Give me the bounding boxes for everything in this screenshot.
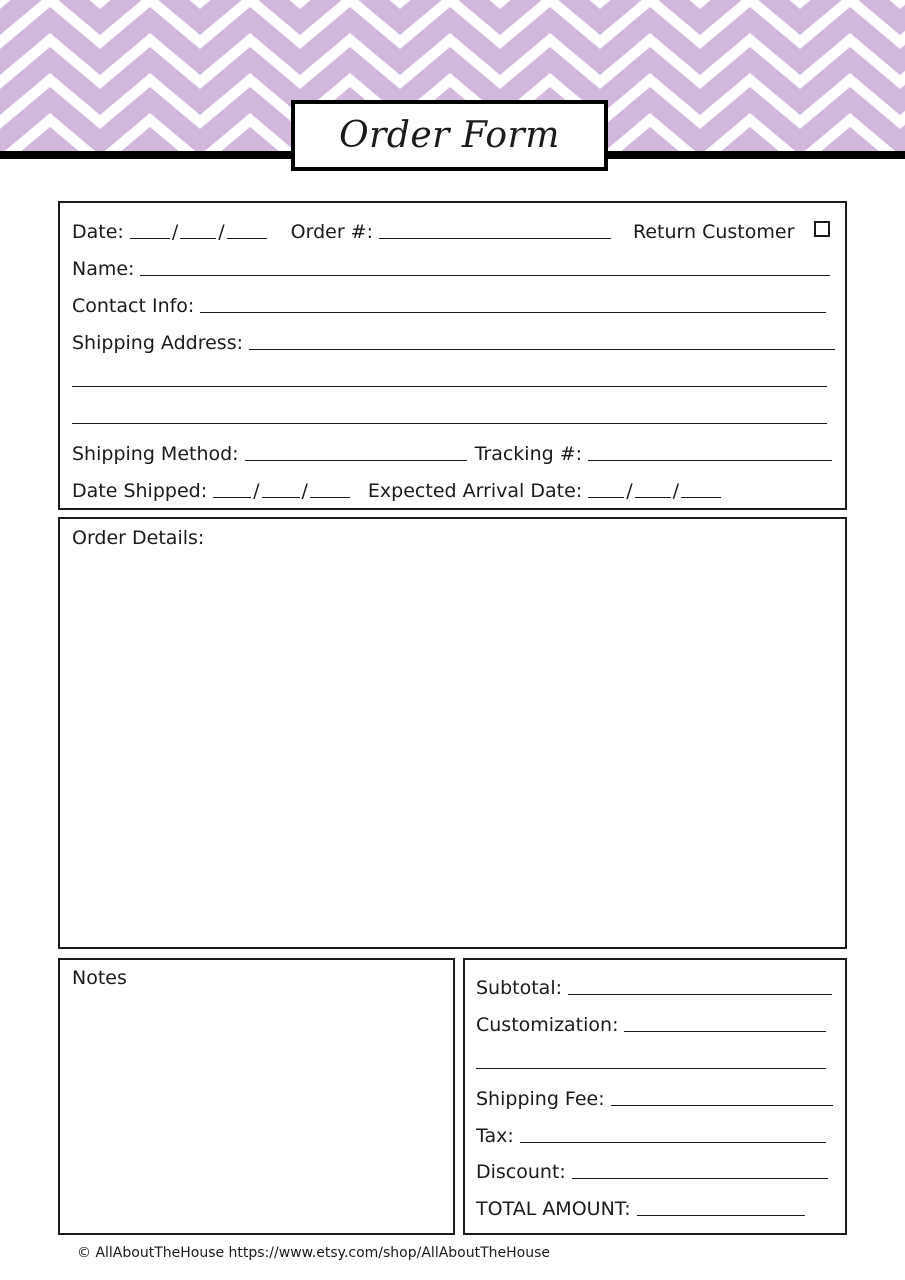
arrival-year-field[interactable] — [681, 497, 721, 498]
date-separator: / — [672, 480, 680, 502]
shipped-year-field[interactable] — [310, 497, 350, 498]
customization-field-2[interactable] — [476, 1068, 826, 1069]
page-title: Order Form — [339, 115, 560, 156]
customization-field[interactable] — [624, 1031, 826, 1032]
notes-section[interactable] — [58, 958, 455, 1235]
expected-arrival-label: Expected Arrival Date: — [367, 480, 583, 502]
subtotal-label: Subtotal: — [476, 977, 563, 999]
shipping-method-label: Shipping Method: — [72, 443, 239, 465]
tracking-number-field[interactable] — [588, 460, 832, 461]
shipped-month-field[interactable] — [213, 497, 251, 498]
shipping-fee-label: Shipping Fee: — [476, 1088, 605, 1110]
shipping-address-field-2[interactable] — [72, 386, 827, 387]
order-details-section[interactable] — [58, 517, 847, 949]
subtotal-field[interactable] — [568, 994, 832, 995]
date-separator: / — [218, 221, 225, 243]
name-label: Name: — [72, 258, 135, 280]
arrival-day-field[interactable] — [635, 497, 671, 498]
contact-info-field[interactable] — [200, 312, 826, 313]
date-month-field[interactable] — [130, 238, 170, 239]
title-box — [291, 100, 608, 171]
order-details-label: Order Details: — [72, 527, 205, 549]
date-separator: / — [301, 480, 308, 502]
customization-row — [476, 1010, 826, 1036]
shipping-address-label: Shipping Address: — [72, 332, 243, 354]
shipping-address-field-3[interactable] — [72, 423, 827, 424]
total-amount-label: TOTAL AMOUNT: — [476, 1198, 631, 1220]
date-shipped-label: Date Shipped: — [72, 480, 208, 502]
contact-info-label: Contact Info: — [72, 295, 195, 317]
name-field[interactable] — [140, 275, 830, 276]
shipping-address-field[interactable] — [249, 349, 835, 350]
order-number-field[interactable] — [379, 238, 611, 239]
tax-field[interactable] — [520, 1142, 826, 1143]
arrival-month-field[interactable] — [588, 497, 624, 498]
tax-label: Tax: — [476, 1125, 514, 1147]
date-separator: / — [171, 221, 179, 243]
subtotal-row — [476, 973, 832, 999]
address-line-2 — [72, 365, 827, 391]
date-row — [72, 217, 830, 243]
contact-row — [72, 291, 826, 317]
customization-row-2 — [476, 1047, 826, 1073]
discount-field[interactable] — [572, 1178, 828, 1179]
date-label: Date: — [72, 221, 124, 243]
date-separator: / — [253, 480, 260, 502]
discount-row — [476, 1157, 828, 1183]
footer-copyright: © AllAboutTheHouse https://www.etsy.com/shop/AllAboutTheHouse — [77, 1245, 551, 1261]
shipping-method-row — [72, 439, 832, 465]
tax-row — [476, 1121, 826, 1147]
customization-label: Customization: — [476, 1014, 619, 1036]
order-number-label: Order #: — [290, 221, 373, 243]
notes-label: Notes — [72, 967, 127, 989]
discount-label: Discount: — [476, 1161, 566, 1183]
address-line-3 — [72, 402, 827, 428]
address-row — [72, 328, 835, 354]
date-shipped-row — [72, 476, 721, 502]
total-amount-row — [476, 1194, 805, 1220]
shipping-fee-row — [476, 1084, 833, 1110]
tracking-number-label: Tracking #: — [474, 443, 583, 465]
shipping-fee-field[interactable] — [611, 1105, 833, 1106]
shipped-day-field[interactable] — [262, 497, 300, 498]
date-year-field[interactable] — [227, 238, 267, 239]
date-separator: / — [626, 480, 633, 502]
name-row — [72, 254, 830, 280]
total-amount-field[interactable] — [637, 1215, 805, 1216]
shipping-method-field[interactable] — [245, 460, 467, 461]
date-day-field[interactable] — [180, 238, 216, 239]
return-customer-label: Return Customer — [633, 221, 795, 243]
return-customer-checkbox[interactable] — [814, 221, 830, 237]
